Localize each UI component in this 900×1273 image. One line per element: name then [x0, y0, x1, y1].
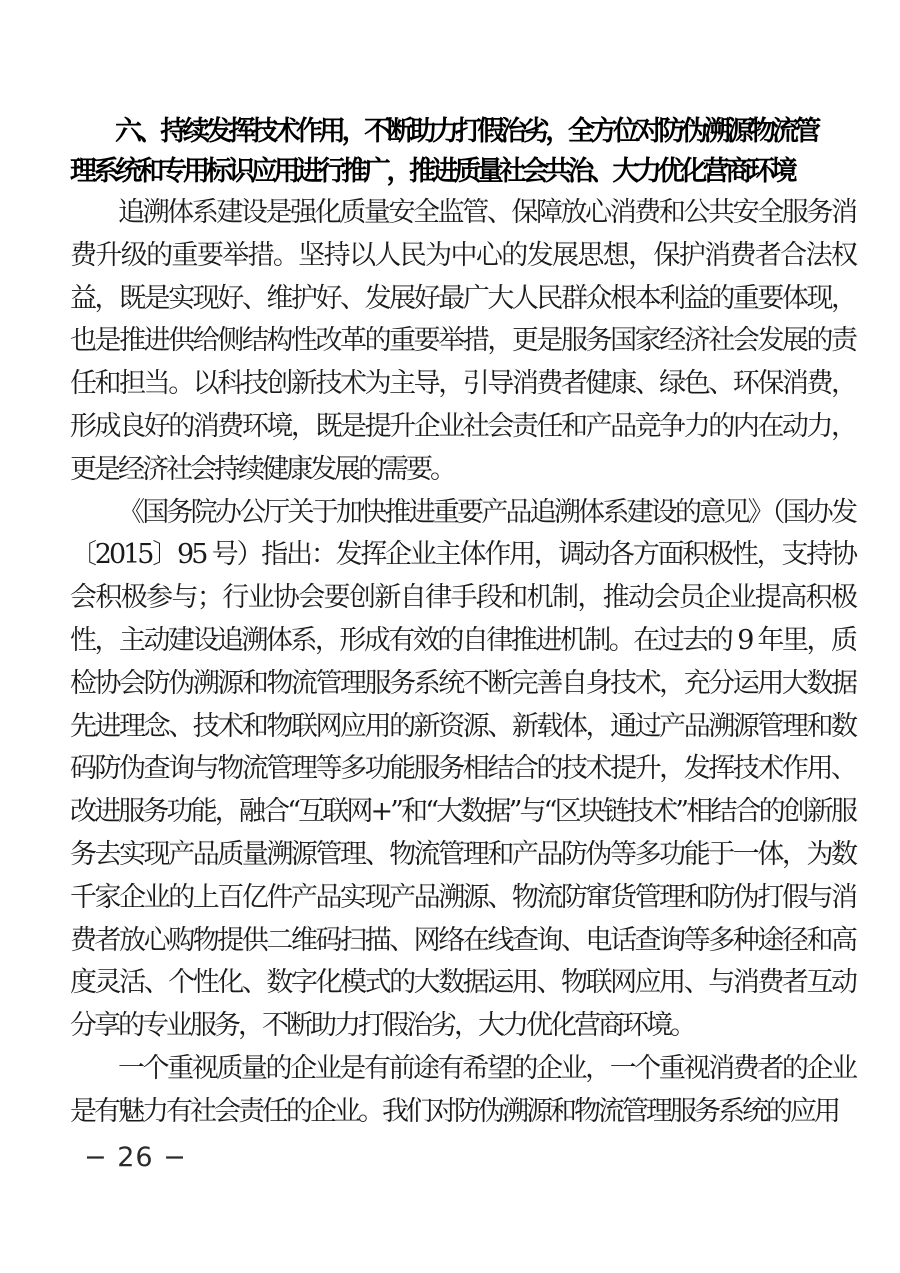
paragraph-state-council-opinion: 《国务院办公厅关于加快推进重要产品追溯体系建设的意见》（国办发〔2015〕95 号）指出：发挥企业主体作用，调动各方面积极性，支持协会积极参与；行业协会要创新自律手段和机制，推动会员企业提高积极性，主动建设追溯体系，形成有效的自律推进机制。在过去的 9 年里，质检协会防伪溯源和物流管理服务系统不断完善自身技术，充分运用大数据先进理念、技术和物联网应用的新资源、新载体，通过产品溯源管理和数码防伪查询与物流管理等多功能服务相结合的技术提升，发挥技术作用、改进服务功能，融合“互联网+”和“大数据”与“区块链技术”相结合的创新服务去实现产品质量溯源管理、物流管理和产品防伪等多功能于一体，为数千家企业的上百亿件产品实现产品溯源、物流防窜货管理和防伪打假与消费者放心购物提供二维码扫描、网络在线查询、电话查询等多种途径和高度灵活、个性化、数字化模式的大数据运用、物联网应用、与消费者互动分享的专业服务，不断助力打假治劣，大力优化营商环境。: [70, 496, 855, 1042]
section-heading: 六、持续发挥技术作用，不断助力打假治劣，全方位对防伪溯源物流管理系统和专用标识应用进行推广，推进质量社会共治、大力优化营商环境: [70, 116, 817, 187]
paragraph-trace-system: 追溯体系建设是强化质量安全监管、保障放心消费和公共安全服务消费升级的重要举措。坚持以人民为中心的发展思想，保护消费者合法权益，既是实现好、维护好、发展好最广大人民群众根本利益的重要体现，也是推进供给侧结构性改革的重要举措，更是服务国家经济社会发展的责任和担当。以科技创新技术为主导，引导消费者健康、绿色、环保消费，形成良好的消费环境，既是提升企业社会责任和产品竞争力的内在动力，更是经济社会持续健康发展的需要。: [70, 197, 855, 485]
page-number: − 26 −: [84, 1142, 187, 1173]
paragraph-quality-enterprise: 一个重视质量的企业是有前途有希望的企业，一个重视消费者的企业是有魅力有社会责任的企业。我们对防伪溯源和物流管理服务系统的应用: [70, 1052, 855, 1127]
document-content: [70, 112, 855, 1134]
